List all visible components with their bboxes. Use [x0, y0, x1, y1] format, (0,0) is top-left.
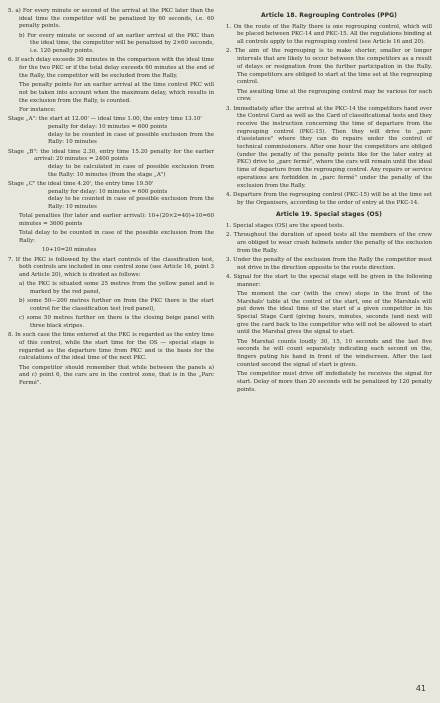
- total-penalties: Total penalties (for later and earlier arrival): 10+(20×2=40)+10=60 minutes = 3600 points: [19, 213, 214, 228]
- para-7b: b) some 50—200 metres further on from the PKC there is the start control for the classification test (red panel),: [19, 298, 214, 313]
- para-6: 6. If each delay exceeds 30 minutes in the comparison with the ideal time for the two PKC or if the total delay exceeds 60 minutes at the end of the Rally, the competitor will be excluded from the Rally.: [8, 57, 214, 79]
- art18-point-2-note: The awaiting time at the regrouping control may be various for each crew.: [237, 88, 432, 103]
- stage-a-line3: delay to be counted in case of possible exclusion from the Rally: 10 minutes: [48, 131, 214, 146]
- para-5a: 5. a) For every minute or second of the arrival at the PKC later than the ideal time the competitor will be penalized by 60 seconds, i.e. 60 penalty points.: [8, 8, 214, 30]
- article-19-heading: Article 19. Special stages (OS): [275, 211, 383, 219]
- art18-point-3: 3. Immediately after the arrival at the PKC-14 the competitors hand over the Control Card as well as the Card of classificational tests and they receive the instruction concerning the time of departure from the regrouping control (PKC-15). Then they will drive to „parc d'assistance" where they can do repairs under the control of technical commissioners. After one hour the competitors are obliged (under the penalty of the penalty points like for the later entry at PKC) drive to „parc fermé", where the cars will remain until the ideal time of departure from the regrouping control. Any repairs or service operations are forbidden in „parc fermé" under the penalty of the exclusion from the Rally.: [226, 105, 432, 189]
- stage-c-line1: Stage „C" the ideal time 4.20', the entry time 19.50': [8, 180, 154, 187]
- para-6-instance: For instance:: [19, 106, 56, 113]
- stage-c: [8, 181, 214, 212]
- stage-b-line2: delay to be calculated in case of possible exclusion from the Rally: 10 minutes (from the stage „A"): [48, 163, 214, 178]
- para-7a: a) the PKC is situated some 25 metres from the yellow panel and is marked by the red panel,: [19, 281, 214, 296]
- right-column: [226, 8, 432, 396]
- art19-point-1: 1. Special stages (OS) are the speed tests.: [226, 222, 344, 229]
- para-7c: c) some 50 metres further on there is the closing beige panel with three black stripes.: [19, 315, 214, 330]
- art18-point-1: 1. On the route of the Rally there is one regrouping control, which will be placed between PKC-14 and PKC-15. All the regulations binding at all controls apply to the regrouping control (see Article 16 and 20).: [226, 23, 432, 46]
- total-delay: Total delay to be counted in case of the possible exclusion from the Rally:: [19, 230, 214, 245]
- stage-a-line1: Stage „A": the start at 12.00' — ideal time 1.00, the entry time 13.10': [8, 116, 202, 123]
- art19-point-4-penalty: The competitor must drive off imfediately he receives the signal for start. Delay of more than 20 seconds will be penalized by 120 penalty points.: [237, 371, 432, 393]
- art18-point-2: 2. The aim of the regrouping is to make shorter, smaller or longer intervals that are likely to occur between the competitors as a result of delays or resignation from the further participation in the Rally. The competitors are obliged to start at the time set at the regrouping control.: [226, 48, 432, 86]
- art19-point-4-countdown: The Marshal counts loudly 30, 15, 10 seconds and the last five seconds he will count separately indicating each second on the, fingers puting his hand in front of the windscreen. After the last counted second the signal of start is given.: [237, 338, 432, 368]
- para-8-note: The competitor should remember that while between the panels a) and c) point 6, the cars are in the control zone, that is in the „Parc Fermé".: [19, 364, 214, 387]
- left-column: [8, 8, 214, 389]
- total-delay-calc: 10+10=20 minutes: [42, 247, 97, 254]
- para-5b: b) For every minute or second of an earlier arrival at the PKC than the ideal time, the competitor will be penalized by 2×60 seconds, i.e. 120 penalty points.: [19, 32, 214, 55]
- art18-point-4: 4. Departure from the regrouping control (PKC-15) will be at the time set by the Organisers, according to the order of entry at the PKC-14.: [226, 191, 432, 206]
- para-8: 8. In such case the time entered at the PKC is regarded as the entry time of this control, while the start time for the OS — special stage is regarded as the departure time from PKC and is the basis for the calculations of the ideal time of the next PKC.: [8, 332, 214, 362]
- stage-a: [8, 116, 214, 147]
- para-7: 7. If the PKC is followed by the start controls of the classification test, both controls are included in one control zone (see Article 16, point 3 and Article 20), which is divided as follows:: [8, 256, 214, 279]
- stage-c-line2: penalty for delay: 10 minutes = 600 points: [48, 188, 168, 195]
- art19-point-4: 4. Signal for the start to the special stage will be given in the following manner:: [226, 273, 432, 288]
- page-number: 41: [415, 684, 426, 694]
- stage-c-line3: delay to be counted in case of possible exclusion from the Rally: 10 minutes: [48, 196, 214, 211]
- stage-b: [8, 149, 214, 180]
- stage-a-line2: penalty for delay: 10 minutes = 600 points: [48, 123, 168, 130]
- art19-point-4-procedure: The moment the car (with the crew) stops in the front of the Marshals' table at the control of the start, one of the Marshals will put down the ideal time of the start of a given competitor in his Special Stage Card (giving hours, minutes, seconds )and next will give the card back to the competitor who will not be allowed to start until the Marshal gives the signal to start.: [237, 290, 432, 336]
- article-18-heading: Article 18. Regrouping Controles (PPG): [261, 12, 397, 19]
- art19-point-3: 3. Under the penalty of the exclusion from the Rally the competitor must not drive in the direction opposite to the route direction.: [226, 256, 432, 271]
- para-6-note: The penalty points for an earlier arrival at the time control PKC will not be taken into account when the maximum delay, which results in the exclusion from the Rally, is counted.: [19, 82, 214, 104]
- stage-b-line1: Stage „B": the ideal time 2.30, entry time 15.20 penalty for the earlier arrival: 20 minutes = 2400 points: [8, 148, 214, 163]
- art19-point-2: 2. Throughout the duration of speed tests all the members of the crew are obliged to wear crash helmets under the penalty of the exclusion from the Rally.: [226, 232, 432, 254]
